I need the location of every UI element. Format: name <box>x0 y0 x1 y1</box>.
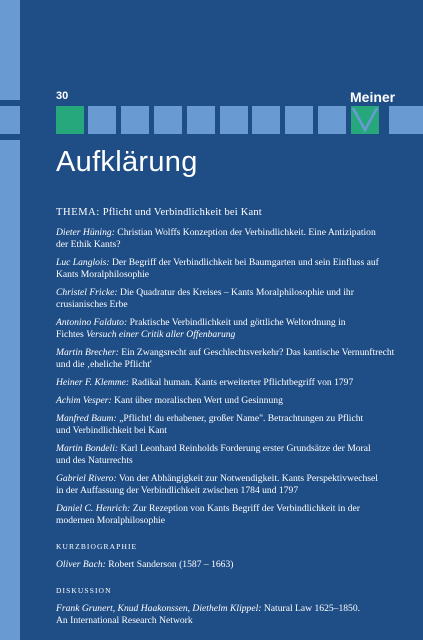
entry-title-line-wrap <box>56 329 408 341</box>
entry-title-line: Praktische Verbindlichkeit und göttliche Weltordnung in <box>129 317 346 328</box>
entry-title-line: Radikal human. Kants erweiterter Pflichtbegriff von 1797 <box>131 377 354 388</box>
thema-label: THEMA: <box>56 207 100 218</box>
entry-title-line: Christian Wolffs Konzeption der Verbindlichkeit. Eine Antizipation <box>117 227 376 238</box>
entry-author: Oliver Bach: <box>56 559 106 570</box>
tile <box>88 106 116 134</box>
tile <box>318 106 346 134</box>
entry-author: Achim Vesper: <box>56 395 112 406</box>
decor-strip-2 <box>0 106 20 134</box>
entry-title-line: „Pflicht! du erhabener, großer Name". Betrachtungen zu Pflicht <box>119 413 364 424</box>
tile <box>121 106 149 134</box>
tile <box>187 106 215 134</box>
entry-title-line: und die ‚eheliche Pflicht' <box>56 359 152 370</box>
table-of-contents <box>56 207 408 633</box>
diskussion-heading: DISKUSSION <box>56 586 112 595</box>
entry-title-line: und des Naturrechts <box>56 455 133 466</box>
entry-title-line: An International Research Network <box>56 615 193 626</box>
kurzbiographie-entry <box>56 559 408 571</box>
entry-title-line: Zur Rezeption von Kants Begriff der Verbindlichkeit in der <box>132 503 360 514</box>
diskussion-entry <box>56 603 408 627</box>
toc-entry <box>56 257 408 281</box>
entry-author: Dieter Hüning: <box>56 227 115 238</box>
entry-title-line: Kants Moralphilosophie <box>56 269 149 280</box>
publisher-name: Meiner <box>350 89 396 105</box>
entry-title-line: und Verbindlichkeit bei Kant <box>56 425 167 436</box>
entry-title-italic: Versuch einer Critik aller Offenbarung <box>86 329 236 340</box>
tile <box>389 106 423 134</box>
entry-title-line: Von der Abhängigkeit zur Notwendigkeit. Kants Perspektivwechsel <box>118 473 378 484</box>
tile <box>252 106 280 134</box>
entry-title-line: in der Auffassung der Verbindlichkeit zwischen 1784 und 1797 <box>56 485 299 496</box>
toc-entry <box>56 503 408 527</box>
tile-accent-green <box>56 106 84 134</box>
issue-number: 30 <box>56 90 69 102</box>
tile <box>220 106 248 134</box>
entry-title-line: crusianisches Erbe <box>56 299 128 310</box>
entry-title-line: Karl Leonhard Reinholds Forderung erster Grundsätze der Moral <box>120 443 371 454</box>
entry-title-line: Natural Law 1625–1850. <box>263 603 361 614</box>
thema-heading <box>56 207 408 219</box>
toc-entry <box>56 347 408 371</box>
entry-author: Luc Langlois: <box>56 257 110 268</box>
entry-title-line: Der Begriff der Verbindlichkeit bei Baumgarten und sein Einfluss auf <box>111 257 379 268</box>
entry-author: Christel Fricke: <box>56 287 118 298</box>
entry-title-line: Fichtes <box>56 329 84 340</box>
entry-author: Gabriel Rivero: <box>56 473 117 484</box>
meiner-logo-icon <box>351 106 379 134</box>
toc-entry <box>56 227 408 251</box>
entry-author: Martin Brecher: <box>56 347 119 358</box>
kurzbiographie-heading: KURZBIOGRAPHIE <box>56 542 138 551</box>
toc-entry <box>56 413 408 437</box>
entry-title-line: der Ethik Kants? <box>56 239 121 250</box>
entry-title-line: Robert Sanderson (1587 – 1663) <box>108 559 234 570</box>
entry-author: Antonino Falduto: <box>56 317 128 328</box>
toc-entry <box>56 317 408 341</box>
tile <box>154 106 182 134</box>
thema-text: Pflicht und Verbindlichkeit bei Kant <box>102 207 262 218</box>
entry-author: Manfred Baum: <box>56 413 117 424</box>
entry-author: Martin Bondeli: <box>56 443 119 454</box>
journal-title: Aufklärung <box>56 146 198 178</box>
toc-entry <box>56 443 408 467</box>
entry-title-line: Die Quadratur des Kreises – Kants Moralphilosophie und ihr <box>119 287 354 298</box>
entry-title-line: modernen Moralphilosophie <box>56 515 165 526</box>
entry-author: Daniel C. Henrich: <box>56 503 131 514</box>
entry-author: Heiner F. Klemme: <box>56 377 130 388</box>
toc-entry <box>56 377 408 389</box>
toc-entry <box>56 287 408 311</box>
entry-title-line: Ein Zwangsrecht auf Geschlechtsverkehr? Das kantische Vernunftrecht <box>121 347 395 358</box>
toc-entry <box>56 473 408 497</box>
toc-entry <box>56 395 408 407</box>
decor-strip-3 <box>0 140 20 640</box>
tile <box>285 106 313 134</box>
entry-author: Frank Grunert, Knud Haakonssen, Diethelm Klippel: <box>56 603 262 614</box>
decor-strip-1 <box>0 0 20 100</box>
entry-title-line: Kant über moralischen Wert und Gesinnung <box>114 395 283 406</box>
